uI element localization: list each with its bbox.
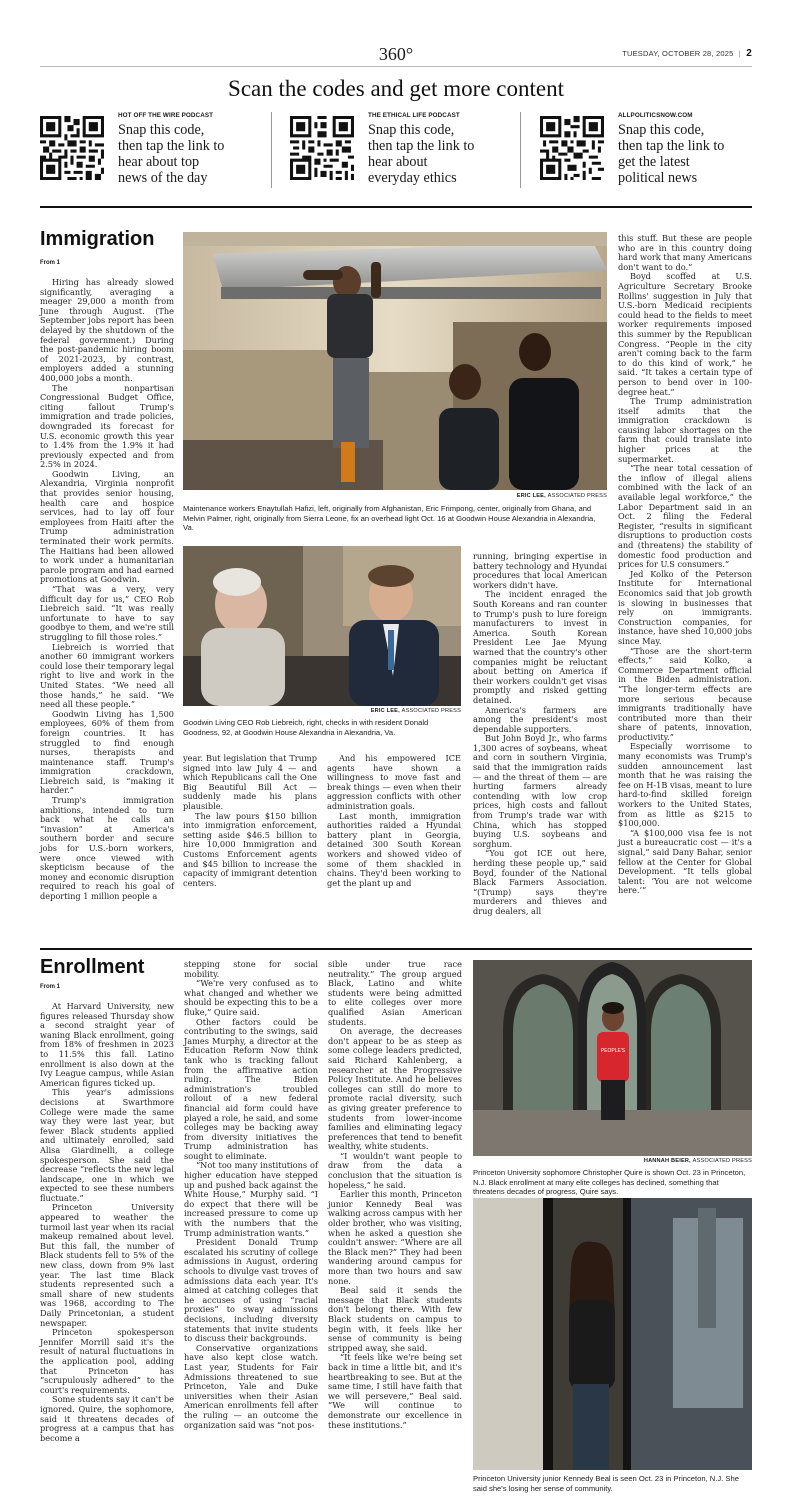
credit-name: HANNAH BEIER,	[643, 1158, 691, 1164]
credit-org: ASSOCIATED PRESS	[547, 493, 607, 499]
paragraph: On average, the decreases don't appear to be as steep as some college leaders predicted, said Richard Kahlenberg, a researcher at the Progressive Policy Institute. And he believes colleges can still do more to promote racial diversity, such as giving greater preference to students from lower-income families and eliminating legacy preferences that tend to benefit wealthy, white students.	[328, 1026, 462, 1152]
photo-maintenance-workers	[183, 232, 607, 490]
enrollment-headline: Enrollment	[40, 956, 145, 978]
enrollment-jump: From 1	[40, 984, 61, 990]
paragraph: Last month, immigration authorities raided a Hyundai battery plant in Georgia, detained 300 South Korean workers and showed video of some of them shackled in chains. They'd been working to get the plant up and	[327, 810, 461, 888]
paragraph: Hiring has already slowed significantly, averaging a meager 29,000 a month from June through August. (The September jobs report has been delayed by the shutdown of the federal government.) During the post-pandemic hiring boom of 2021-2023, by contrast, employers added a stunning 400,000 jobs a month.	[40, 277, 174, 383]
paragraph: The law pours $150 billion into immigration enforcement, setting aside $46.5 billion to hire 10,000 Immigration and Customs Enforcement agents and $45 billion to increase the capacity of immigrant detention centers.	[183, 810, 317, 888]
paragraph: Boyd scoffed at U.S. Agriculture Secretary Brooke Rollins' suggestion in July that U.S.-born Medicaid recipients could head to the fields to meet worker requirements imposed this summer by the Republican Congress. “People in the city aren't coming back to the farm to do this kind of work,” he said. “It takes a certain type of person to bend over in 100-degree heat.”	[618, 271, 752, 397]
immigration-column-1	[40, 278, 174, 902]
paragraph: The Trump administration itself admits that the immigration crackdown is causing labor shortages on the farm that could translate into higher prices at the supermarket.	[618, 396, 752, 464]
shirt-text: PEOPLE'S	[600, 1048, 626, 1054]
paragraph: stepping stone for social mobility.	[184, 959, 318, 979]
page-number: 2	[746, 48, 752, 59]
paragraph: Other factors could be contributing to the swings, said James Murphy, a director at the Education Reform Now think tank who is tracking fallout from the affirmative action ruling. The Biden administration's troubled rollout of a new federal financial aid form could have played a role, he said, and some colleges may be backing away from diversity initiatives the Trump administration has sought to eliminate.	[184, 1016, 318, 1161]
dateline	[622, 48, 752, 59]
paragraph: Beal said it sends the message that Black students don't belong there. With few Black students on campus to begin with, it feels like her sense of community is being stripped away, she said.	[328, 1285, 462, 1353]
photo-christopher-quire	[473, 960, 752, 1156]
promo-text: Snap this code, then tap the link to hear about everyday ethics	[368, 122, 475, 186]
enrollment-column-3	[328, 960, 462, 1430]
paragraph: But John Boyd Jr., who farms 1,300 acres of soybeans, wheat and corn in southern Virginia, said that the immigration raids — and the threat of them — are hurting farmers already contending with low crop prices, high costs and fallout from Trump's trade war with China, which has stopped buying U.S. soybeans and sorghum.	[473, 733, 607, 849]
paragraph: America's farmers are among the president's most dependable supporters.	[473, 704, 607, 734]
section-title: 360°	[378, 44, 414, 64]
credit-org: ASSOCIATED PRESS	[401, 708, 461, 714]
promo-item-wire-podcast[interactable]	[40, 112, 260, 188]
immigration-column-5	[618, 234, 752, 896]
promo-heading: Scan the codes and get more content	[228, 76, 564, 101]
promo-divider	[271, 112, 272, 188]
immigration-column-3	[327, 754, 461, 888]
photo-caption: Princeton University junior Kennedy Beal is seen Oct. 23 in Princeton, N.J. She said she's losing her sense of community.	[473, 1474, 739, 1493]
enrollment-column-2	[184, 960, 318, 1430]
photo-image	[183, 546, 461, 706]
promo-item-allpoliticsnow[interactable]	[540, 112, 752, 188]
photo-image	[183, 232, 607, 490]
photo-image	[473, 1198, 752, 1470]
promo-label: ALLPOLITICSNOW.COM	[618, 112, 693, 119]
paragraph: Trump's immigration ambitions, intended to turn back what he calls an “invasion” at America's southern border and secure jobs for U.S.-born workers, were once viewed with skepticism because of the money and economic disruption required to reach his goal of deporting 1 million people a	[40, 795, 174, 901]
promo-label: HOT OFF THE WIRE PODCAST	[118, 112, 214, 119]
paragraph: “Those are the short-term effects,” said Kolko, a Commerce Department official in the Biden administration. “The longer-term effects are more serious because immigrants traditionally have contributed more than their share of patents, innovation, productivity.”	[618, 645, 752, 742]
promo-label: THE ETHICAL LIFE PODCAST	[368, 112, 460, 119]
enrollment-column-1	[40, 1002, 174, 1443]
header-rule	[40, 66, 752, 67]
paragraph: “Not too many institutions of higher education have stepped up and pushed back against the White House,” Murphy said. “I do expect that there will be increased pressure to come up with the numbers that the Trump administration wants.”	[184, 1160, 318, 1238]
separator: |	[738, 49, 741, 58]
immigration-column-2	[183, 754, 317, 888]
qr-code-icon[interactable]	[290, 116, 354, 180]
paragraph: “It feels like we're being set back in time a little bit, and it's heartbreaking to see. But at the same time, I still have faith that we will persevere,” Beal said. “We will continue to demonstrate our excellence in these institutions.”	[328, 1352, 462, 1430]
credit-name: ERIC LEE,	[516, 493, 546, 499]
immigration-headline: Immigration	[40, 228, 155, 250]
credit-org: ASSOCIATED PRESS	[692, 1158, 752, 1164]
paragraph: “You got ICE out here, herding these people up,” said Boyd, founder of the National Black Farmers Association. “(Trump) says they're murderers and thieves and drug dealers, all	[473, 848, 607, 916]
credit-name: ERIC LEE,	[370, 708, 400, 714]
photo-ceo-resident	[183, 546, 461, 706]
paragraph: President Donald Trump escalated his scrutiny of college admissions in August, ordering schools to divulge vast troves of admissions data each year. It's aimed at catching colleges that he accuses of using “racial proxies” to sway admissions decisions, including diversity statements that invite students to discuss their backgrounds.	[184, 1237, 318, 1344]
paragraph: “The near total cessation of the inflow of illegal aliens combined with the lack of an available legal workforce,” the Labor Department said in an Oct. 2 filing the Federal Register, “results in significant disruptions to production costs and (threatens) the stability of domestic food production and prices for U.S consumers.”	[618, 463, 752, 570]
promo-text: Snap this code, then tap the link to get the latest political news	[618, 122, 725, 186]
photo-credit	[183, 708, 461, 714]
promo-item-ethical-life-podcast[interactable]	[290, 112, 510, 188]
qr-code-icon[interactable]	[40, 116, 104, 180]
promo-divider	[520, 112, 521, 188]
photo-credit	[473, 1158, 752, 1164]
qr-code-icon[interactable]	[540, 116, 604, 180]
paragraph: At Harvard University, new figures released Thursday show a second straight year of waning Black enrollment, going from 18% of freshmen in 2023 to 11.5% this fall. Latino enrollment is also down at the Ivy League campus, while Asian American figures ticked up.	[40, 1001, 174, 1088]
paragraph: “We're very confused as to what changed and whether we should be expecting this to be a fluke,” Quire said.	[184, 978, 318, 1017]
section-rule	[40, 206, 752, 208]
photo-image	[473, 960, 752, 1156]
paragraph: this stuff. But these are people who are in this country doing hard work that many Americans don't want to do.”	[618, 233, 752, 272]
photo-caption: Goodwin Living CEO Rob Liebreich, right, checks in with resident Donald Goodness, 92, at Goodwin House Alexandria in Alexandria, Va.	[183, 718, 429, 737]
photo-caption: Maintenance workers Enaytullah Hafizi, left, originally from Afghanistan, Eric Frimpong, center, originally from Ghana, and Melvin Palmer, right, originally from Sierra Leone, fix an overhead light Oct. 16 at Goodwin House Alexandria in Alexandria, Va.	[183, 504, 596, 533]
paragraph: Especially worrisome to many economists was Trump's sudden announcement last month that he was raising the fee on H-1B visas, meant to lure hard-to-find skilled foreign workers to the United States, from as little as $215 to $100,000.	[618, 741, 752, 829]
paragraph: “I wouldn't want people to draw from the data a conclusion that the situation is hopeless,” he said.	[328, 1150, 462, 1190]
section-rule	[40, 948, 752, 950]
paragraph: The nonpartisan Congressional Budget Office, citing fallout Trump's immigration and trade policies, downgraded its forecast for U.S. economic growth this year to 1.4% from the 1.9% it had previously expected and from 2.5% in 2024.	[40, 382, 174, 470]
paragraph: Some students say it can't be ignored. Quire, the sophomore, said it threatens decades of progress at a campus that has become a	[40, 1394, 174, 1443]
photo-kennedy-beal	[473, 1198, 752, 1470]
paragraph: “A $100,000 visa fee is not just a bureaucratic cost — it's a signal,” said Dany Bahar, senior fellow at the Center for Global Development. “It tells global talent: ‘You are not welcome here.’”	[618, 827, 752, 896]
paragraph: Conservative organizations have also kept close watch. Last year, Students for Fair Admissions threatened to sue Princeton, Yale and Duke universities when their Asian American enrollments fell after the ruling — an outcome the organization said was “not pos-	[184, 1342, 318, 1430]
paragraph: year. But legislation that Trump signed into law July 4 — and which Republicans call the One Big Beautiful Bill Act — suddenly made his plans plausible.	[183, 753, 317, 811]
paragraph: Goodwin Living, an Alexandria, Virginia nonprofit that provides senior housing, health care and hospice services, had to lay off four employees from Haiti after the Trump administration terminated their work permits. The Haitians had been allowed to work under a humanitarian parole program and had earned promotions at Goodwin.	[40, 468, 174, 585]
paragraph: Goodwin Living has 1,500 employees, 60% of them from foreign countries. It has struggled to find enough nurses, therapists and maintenance staff. Trump's immigration crackdown, Liebreich said, is “making it harder.”	[40, 708, 174, 796]
paragraph: And his empowered ICE agents have shown a willingness to move fast and break things — even when their aggression conflicts with other administration goals.	[327, 753, 461, 811]
promo-text: Snap this code, then tap the link to hear about top news of the day	[118, 122, 225, 186]
date: TUESDAY, OCTOBER 28, 2025	[622, 49, 734, 58]
photo-credit	[183, 493, 607, 499]
paragraph: Earlier this month, Princeton junior Kennedy Beal was walking across campus with her older brother, who was visiting, when he asked a question she couldn't answer: “Where are all the Black men?” They had been wandering around campus for more than two hours and saw none.	[328, 1189, 462, 1286]
paragraph: Princeton University appeared to weather the turmoil last year when its racial makeup remained about level. But this fall, the number of Black students fell to 5% of the new class, down from 9% last year. The last time Black students represented such a small share of new students was 1968, according to The Daily Princetonian, a student newspaper.	[40, 1202, 174, 1328]
immigration-jump: From 1	[40, 260, 61, 266]
immigration-column-4	[473, 552, 607, 917]
paragraph: This year's admissions decisions at Swarthmore College were made the same way they were last year, but fewer Black students applied and ultimately enrolled, said Alisa Giardinelli, a college spokesperson. She said the decrease “reflects the new legal landscape, one in which we expected to see these numbers fluctuate.”	[40, 1087, 174, 1203]
paragraph: The incident enraged the South Koreans and ran counter to Trump's push to lure foreign manufacturers to invest in America. South Korean President Lee Jae Myung warned that the country's other companies might be reluctant about betting on America if their workers couldn't get visas promptly and risked getting detained.	[473, 589, 607, 705]
paragraph: Jed Kolko of the Peterson Institute for International Economics said that job growth is slowing in businesses that rely on immigrants. Construction companies, for instance, have shed 10,000 jobs since May.	[618, 568, 752, 646]
photo-caption: Princeton University sophomore Christopher Quire is shown Oct. 23 in Princeton, N.J. Black enrollment at many elite colleges has declined, something that threatens decades of progress, Quire says.	[473, 1168, 746, 1197]
paragraph: “That was a very, very difficult day for us,” CEO Rob Liebreich said. “It was really unfortunate to have to say goodbye to them, and we're still struggling to fill those roles.”	[40, 584, 174, 642]
paragraph: running, bringing expertise in battery technology and Hyundai procedures that local American workers didn't have.	[473, 551, 607, 590]
paragraph: sible under true race neutrality.” The group argued Black, Latino and white students were being admitted to elite colleges over more qualified Asian American students.	[328, 959, 462, 1027]
paragraph: Princeton spokesperson Jennifer Morrill said it's the result of natural fluctuations in the application pool, adding that Princeton has “scrupulously adhered” to the court's requirements.	[40, 1327, 174, 1395]
paragraph: Liebreich is worried that another 60 immigrant workers could lose their temporary legal right to live and work in the United States. “We need all those hands,” he said. “We need all these people.”	[40, 641, 174, 710]
